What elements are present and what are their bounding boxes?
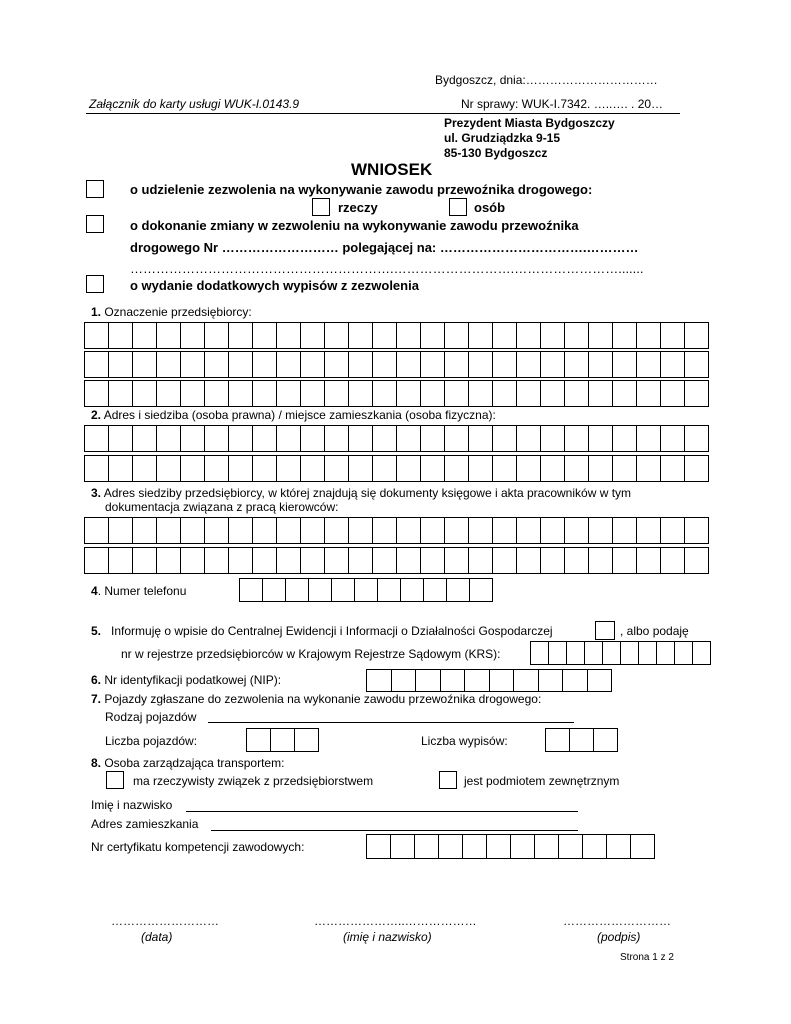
char-cell[interactable] — [295, 728, 319, 752]
char-cell[interactable] — [229, 455, 253, 482]
char-cell[interactable] — [373, 547, 397, 574]
char-cell[interactable] — [685, 455, 709, 482]
char-cell[interactable] — [661, 351, 685, 378]
char-cell[interactable] — [514, 669, 539, 692]
char-cell[interactable] — [181, 351, 205, 378]
char-cell[interactable] — [133, 322, 157, 349]
checkbox-change-permit[interactable] — [86, 215, 104, 233]
char-cell[interactable] — [205, 425, 229, 452]
char-cell[interactable] — [589, 380, 613, 407]
company-name-row-2[interactable] — [84, 351, 709, 378]
option-issue-permit: o udzielenie zezwolenia na wykonywanie zawodu przewoźnika drogowego: — [130, 182, 593, 197]
name-caption: (imię i nazwisko) — [343, 930, 432, 944]
char-cell[interactable] — [583, 834, 607, 859]
checkbox-goods[interactable] — [312, 198, 330, 216]
char-cell[interactable] — [613, 455, 637, 482]
char-cell[interactable] — [541, 351, 565, 378]
char-cell[interactable] — [637, 425, 661, 452]
char-cell[interactable] — [441, 669, 466, 692]
char-cell[interactable] — [263, 578, 286, 602]
char-cell[interactable] — [205, 517, 229, 544]
checkbox-persons[interactable] — [449, 198, 467, 216]
section-3-heading: 3. Adres siedziby przedsiębiorcy, w której znajdują się dokumenty księgowe i akta pracowników w tym — [91, 486, 632, 500]
char-cell[interactable] — [349, 425, 373, 452]
char-cell[interactable] — [693, 641, 711, 665]
option-change-permit-line2: drogowego Nr ……………………… polegającej na: …………………………….………… — [130, 240, 639, 255]
char-cell[interactable] — [685, 517, 709, 544]
char-cell[interactable] — [392, 669, 417, 692]
char-cell[interactable] — [589, 517, 613, 544]
char-cell[interactable] — [585, 641, 603, 665]
signature-dots: ……………………… — [563, 914, 671, 928]
char-cell[interactable] — [511, 834, 535, 859]
option-goods-label: rzeczy — [338, 200, 378, 215]
char-cell[interactable] — [613, 517, 637, 544]
date-dots: ……………………… — [111, 914, 219, 928]
section-7-heading: 7. Pojazdy zgłaszane do zezwolenia na wykonanie zawodu przewoźnika drogowego: — [91, 692, 542, 706]
char-cell[interactable] — [661, 517, 685, 544]
char-cell[interactable] — [397, 517, 421, 544]
char-cell[interactable] — [271, 728, 295, 752]
char-cell[interactable] — [469, 517, 493, 544]
char-cell[interactable] — [85, 322, 109, 349]
char-cell[interactable] — [559, 834, 583, 859]
vehicle-type-line[interactable] — [208, 722, 574, 723]
char-cell[interactable] — [661, 547, 685, 574]
char-cell[interactable] — [541, 547, 565, 574]
char-cell[interactable] — [493, 455, 517, 482]
char-cell[interactable] — [109, 322, 133, 349]
char-cell[interactable] — [445, 380, 469, 407]
char-cell[interactable] — [685, 351, 709, 378]
char-cell[interactable] — [469, 380, 493, 407]
char-cell[interactable] — [373, 380, 397, 407]
certificate-boxes[interactable] — [366, 834, 655, 859]
char-cell[interactable] — [589, 455, 613, 482]
section-5-or-text: , albo podaję — [620, 624, 689, 638]
char-cell[interactable] — [421, 455, 445, 482]
char-cell[interactable] — [301, 455, 325, 482]
date-caption: (data) — [141, 930, 173, 944]
char-cell[interactable] — [332, 578, 355, 602]
char-cell[interactable] — [621, 641, 639, 665]
char-cell[interactable] — [469, 547, 493, 574]
char-cell[interactable] — [685, 547, 709, 574]
char-cell[interactable] — [133, 425, 157, 452]
char-cell[interactable] — [109, 425, 133, 452]
char-cell[interactable] — [109, 547, 133, 574]
char-cell[interactable] — [588, 669, 613, 692]
char-cell[interactable] — [397, 455, 421, 482]
char-cell[interactable] — [531, 641, 549, 665]
char-cell[interactable] — [157, 425, 181, 452]
char-cell[interactable] — [445, 425, 469, 452]
char-cell[interactable] — [565, 455, 589, 482]
char-cell[interactable] — [309, 578, 332, 602]
char-cell[interactable] — [613, 351, 637, 378]
char-cell[interactable] — [229, 425, 253, 452]
char-cell[interactable] — [439, 834, 463, 859]
char-cell[interactable] — [637, 517, 661, 544]
char-cell[interactable] — [637, 322, 661, 349]
char-cell[interactable] — [589, 547, 613, 574]
char-cell[interactable] — [685, 380, 709, 407]
char-cell[interactable] — [349, 547, 373, 574]
char-cell[interactable] — [397, 322, 421, 349]
char-cell[interactable] — [541, 380, 565, 407]
char-cell[interactable] — [181, 425, 205, 452]
char-cell[interactable] — [325, 517, 349, 544]
char-cell[interactable] — [685, 425, 709, 452]
char-cell[interactable] — [487, 834, 511, 859]
char-cell[interactable] — [469, 425, 493, 452]
char-cell[interactable] — [367, 834, 391, 859]
char-cell[interactable] — [661, 380, 685, 407]
char-cell[interactable] — [373, 517, 397, 544]
extracts-count-label: Liczba wypisów: — [421, 734, 508, 748]
char-cell[interactable] — [469, 351, 493, 378]
char-cell[interactable] — [424, 578, 447, 602]
krs-number-boxes[interactable] — [530, 641, 711, 665]
char-cell[interactable] — [469, 322, 493, 349]
char-cell[interactable] — [421, 425, 445, 452]
char-cell[interactable] — [157, 351, 181, 378]
char-cell[interactable] — [607, 834, 631, 859]
char-cell[interactable] — [301, 425, 325, 452]
char-cell[interactable] — [85, 351, 109, 378]
krs-label: nr w rejestrze przedsiębiorców w Krajowym Rejestrze Sądowym (KRS): — [121, 647, 501, 661]
checkbox-issue-permit[interactable] — [86, 180, 104, 198]
char-cell[interactable] — [637, 547, 661, 574]
char-cell[interactable] — [563, 669, 588, 692]
char-cell[interactable] — [570, 728, 594, 752]
char-cell[interactable] — [253, 380, 277, 407]
char-cell[interactable] — [205, 455, 229, 482]
vehicle-type-label: Rodzaj pojazdów — [105, 710, 197, 724]
case-number: Nr sprawy: WUK-I.7342. …..…. . 20… — [461, 97, 664, 111]
char-cell[interactable] — [355, 578, 378, 602]
char-cell[interactable] — [517, 517, 541, 544]
char-cell[interactable] — [133, 455, 157, 482]
char-cell[interactable] — [286, 578, 309, 602]
char-cell[interactable] — [565, 425, 589, 452]
char-cell[interactable] — [493, 351, 517, 378]
char-cell[interactable] — [181, 322, 205, 349]
char-cell[interactable] — [661, 425, 685, 452]
char-cell[interactable] — [157, 380, 181, 407]
char-cell[interactable] — [613, 547, 637, 574]
char-cell[interactable] — [490, 669, 515, 692]
section-5-heading: 5. Informuję o wpisie do Centralnej Ewidencji i Informacji o Działalności Gospodarczej — [91, 624, 553, 638]
char-cell[interactable] — [277, 517, 301, 544]
char-cell[interactable] — [445, 455, 469, 482]
char-cell[interactable] — [631, 834, 655, 859]
addressee-line-1: Prezydent Miasta Bydgoszczy — [444, 116, 615, 130]
manager-address-label: Adres zamieszkania — [91, 817, 199, 831]
char-cell[interactable] — [109, 380, 133, 407]
option-change-permit: o dokonanie zmiany w zezwoleniu na wykonywanie zawodu przewoźnika — [130, 218, 579, 233]
char-cell[interactable] — [253, 547, 277, 574]
char-cell[interactable] — [541, 322, 565, 349]
char-cell[interactable] — [325, 380, 349, 407]
char-cell[interactable] — [229, 322, 253, 349]
char-cell[interactable] — [517, 455, 541, 482]
char-cell[interactable] — [565, 322, 589, 349]
char-cell[interactable] — [85, 380, 109, 407]
char-cell[interactable] — [675, 641, 693, 665]
char-cell[interactable] — [349, 517, 373, 544]
char-cell[interactable] — [205, 380, 229, 407]
char-cell[interactable] — [421, 351, 445, 378]
char-cell[interactable] — [517, 547, 541, 574]
char-cell[interactable] — [391, 834, 415, 859]
char-cell[interactable] — [85, 455, 109, 482]
char-cell[interactable] — [229, 351, 253, 378]
address-row-2[interactable] — [84, 455, 709, 482]
char-cell[interactable] — [541, 425, 565, 452]
char-cell[interactable] — [517, 322, 541, 349]
manager-external-label: jest podmiotem zewnętrznym — [464, 774, 620, 788]
place-date: Bydgoszcz, dnia:…………………………… — [435, 73, 658, 87]
char-cell[interactable] — [277, 380, 301, 407]
char-cell[interactable] — [637, 455, 661, 482]
section-3-heading-line2: dokumentacja związana z pracą kierowców: — [105, 500, 339, 514]
char-cell[interactable] — [229, 517, 253, 544]
addressee-line-2: ul. Grudziądzka 9-15 — [444, 131, 561, 145]
char-cell[interactable] — [373, 455, 397, 482]
char-cell[interactable] — [373, 425, 397, 452]
char-cell[interactable] — [253, 425, 277, 452]
char-cell[interactable] — [157, 322, 181, 349]
char-cell[interactable] — [253, 517, 277, 544]
char-cell[interactable] — [205, 322, 229, 349]
char-cell[interactable] — [517, 380, 541, 407]
char-cell[interactable] — [493, 425, 517, 452]
char-cell[interactable] — [565, 547, 589, 574]
char-cell[interactable] — [367, 669, 392, 692]
char-cell[interactable] — [349, 455, 373, 482]
char-cell[interactable] — [493, 322, 517, 349]
char-cell[interactable] — [639, 641, 657, 665]
char-cell[interactable] — [133, 380, 157, 407]
address-row-1[interactable] — [84, 425, 709, 452]
char-cell[interactable] — [247, 728, 271, 752]
char-cell[interactable] — [465, 669, 490, 692]
char-cell[interactable] — [253, 351, 277, 378]
checkbox-manager-linked[interactable] — [106, 771, 124, 789]
char-cell[interactable] — [229, 380, 253, 407]
char-cell[interactable] — [469, 455, 493, 482]
char-cell[interactable] — [546, 728, 570, 752]
char-cell[interactable] — [277, 547, 301, 574]
form-title: WNIOSEK — [351, 160, 433, 179]
char-cell[interactable] — [378, 578, 401, 602]
char-cell[interactable] — [301, 322, 325, 349]
char-cell[interactable] — [613, 322, 637, 349]
char-cell[interactable] — [133, 517, 157, 544]
char-cell[interactable] — [240, 578, 263, 602]
signature-caption: (podpis) — [597, 930, 641, 944]
page-number: Strona 1 z 2 — [620, 952, 674, 963]
char-cell[interactable] — [567, 641, 585, 665]
char-cell[interactable] — [657, 641, 675, 665]
records-address-row-1[interactable] — [84, 517, 709, 544]
char-cell[interactable] — [373, 322, 397, 349]
extracts-count-boxes[interactable] — [545, 728, 618, 752]
char-cell[interactable] — [493, 380, 517, 407]
vehicle-count-label: Liczba pojazdów: — [105, 734, 198, 748]
char-cell[interactable] — [535, 834, 559, 859]
char-cell[interactable] — [447, 578, 470, 602]
char-cell[interactable] — [541, 455, 565, 482]
char-cell[interactable] — [421, 517, 445, 544]
char-cell[interactable] — [301, 351, 325, 378]
char-cell[interactable] — [85, 547, 109, 574]
char-cell[interactable] — [277, 351, 301, 378]
char-cell[interactable] — [325, 425, 349, 452]
char-cell[interactable] — [109, 455, 133, 482]
char-cell[interactable] — [181, 517, 205, 544]
char-cell[interactable] — [517, 425, 541, 452]
char-cell[interactable] — [445, 517, 469, 544]
char-cell[interactable] — [349, 351, 373, 378]
char-cell[interactable] — [565, 351, 589, 378]
char-cell[interactable] — [301, 517, 325, 544]
char-cell[interactable] — [637, 351, 661, 378]
phone-number-boxes[interactable] — [239, 578, 493, 602]
char-cell[interactable] — [421, 380, 445, 407]
char-cell[interactable] — [463, 834, 487, 859]
company-name-row-1[interactable] — [84, 322, 709, 349]
char-cell[interactable] — [325, 547, 349, 574]
char-cell[interactable] — [470, 578, 493, 602]
section-1-heading: 1. Oznaczenie przedsiębiorcy: — [91, 305, 252, 319]
char-cell[interactable] — [589, 351, 613, 378]
char-cell[interactable] — [253, 455, 277, 482]
char-cell[interactable] — [685, 322, 709, 349]
char-cell[interactable] — [85, 425, 109, 452]
manager-linked-label: ma rzeczywisty związek z przedsiębiorstwem — [133, 774, 374, 788]
option-persons-label: osób — [474, 200, 506, 215]
char-cell[interactable] — [301, 547, 325, 574]
attachment-note: Załącznik do karty usługi WUK-I.0143.9 — [89, 97, 300, 111]
char-cell[interactable] — [416, 669, 441, 692]
char-cell[interactable] — [603, 641, 621, 665]
section-2-heading: 2. Adres i siedziba (osoba prawna) / miejsce zamieszkania (osoba fizyczna): — [91, 408, 496, 422]
char-cell[interactable] — [421, 322, 445, 349]
char-cell[interactable] — [594, 728, 618, 752]
company-name-row-3[interactable] — [84, 380, 709, 407]
manager-name-line[interactable] — [186, 811, 578, 812]
char-cell[interactable] — [401, 578, 424, 602]
char-cell[interactable] — [539, 669, 564, 692]
manager-address-line[interactable] — [211, 830, 578, 831]
char-cell[interactable] — [349, 380, 373, 407]
char-cell[interactable] — [325, 455, 349, 482]
header-rule — [86, 113, 680, 114]
char-cell[interactable] — [109, 517, 133, 544]
option-change-permit-line3: …………………………………………………….……………………….……………………....... — [130, 261, 644, 276]
char-cell[interactable] — [157, 517, 181, 544]
char-cell[interactable] — [397, 351, 421, 378]
char-cell[interactable] — [397, 380, 421, 407]
char-cell[interactable] — [277, 425, 301, 452]
checkbox-manager-external[interactable] — [439, 771, 457, 789]
char-cell[interactable] — [565, 380, 589, 407]
char-cell[interactable] — [181, 455, 205, 482]
char-cell[interactable] — [277, 455, 301, 482]
char-cell[interactable] — [229, 547, 253, 574]
char-cell[interactable] — [205, 547, 229, 574]
char-cell[interactable] — [421, 547, 445, 574]
char-cell[interactable] — [277, 322, 301, 349]
char-cell[interactable] — [549, 641, 567, 665]
char-cell[interactable] — [301, 380, 325, 407]
char-cell[interactable] — [133, 547, 157, 574]
char-cell[interactable] — [415, 834, 439, 859]
checkbox-ceidg[interactable] — [595, 621, 615, 640]
char-cell[interactable] — [253, 322, 277, 349]
char-cell[interactable] — [445, 547, 469, 574]
char-cell[interactable] — [181, 547, 205, 574]
nip-boxes[interactable] — [366, 669, 612, 692]
char-cell[interactable] — [493, 517, 517, 544]
records-address-row-2[interactable] — [84, 547, 709, 574]
char-cell[interactable] — [373, 351, 397, 378]
char-cell[interactable] — [205, 351, 229, 378]
char-cell[interactable] — [181, 380, 205, 407]
char-cell[interactable] — [613, 380, 637, 407]
char-cell[interactable] — [661, 322, 685, 349]
char-cell[interactable] — [397, 425, 421, 452]
char-cell[interactable] — [637, 380, 661, 407]
option-extra-extracts: o wydanie dodatkowych wypisów z zezwolenia — [130, 278, 419, 293]
char-cell[interactable] — [589, 322, 613, 349]
char-cell[interactable] — [349, 322, 373, 349]
char-cell[interactable] — [661, 455, 685, 482]
name-dots: …………………..……………… — [314, 914, 477, 928]
checkbox-extra-extracts[interactable] — [86, 275, 104, 293]
section-6-heading: 6. Nr identyfikacji podatkowej (NIP): — [91, 673, 282, 687]
addressee-line-3: 85-130 Bydgoszcz — [444, 146, 548, 160]
vehicle-count-boxes[interactable] — [246, 728, 319, 752]
certificate-label: Nr certyfikatu kompetencji zawodowych: — [91, 840, 305, 854]
char-cell[interactable] — [325, 322, 349, 349]
char-cell[interactable] — [157, 455, 181, 482]
char-cell[interactable] — [133, 351, 157, 378]
char-cell[interactable] — [397, 547, 421, 574]
char-cell[interactable] — [445, 351, 469, 378]
char-cell[interactable] — [565, 517, 589, 544]
char-cell[interactable] — [613, 425, 637, 452]
char-cell[interactable] — [85, 517, 109, 544]
char-cell[interactable] — [517, 351, 541, 378]
char-cell[interactable] — [445, 322, 469, 349]
char-cell[interactable] — [493, 547, 517, 574]
char-cell[interactable] — [157, 547, 181, 574]
char-cell[interactable] — [325, 351, 349, 378]
char-cell[interactable] — [541, 517, 565, 544]
manager-name-label: Imię i nazwisko — [91, 798, 173, 812]
section-8-heading: 8. Osoba zarządzająca transportem: — [91, 756, 285, 770]
char-cell[interactable] — [589, 425, 613, 452]
char-cell[interactable] — [109, 351, 133, 378]
section-4-heading: 4. Numer telefonu — [91, 584, 187, 598]
